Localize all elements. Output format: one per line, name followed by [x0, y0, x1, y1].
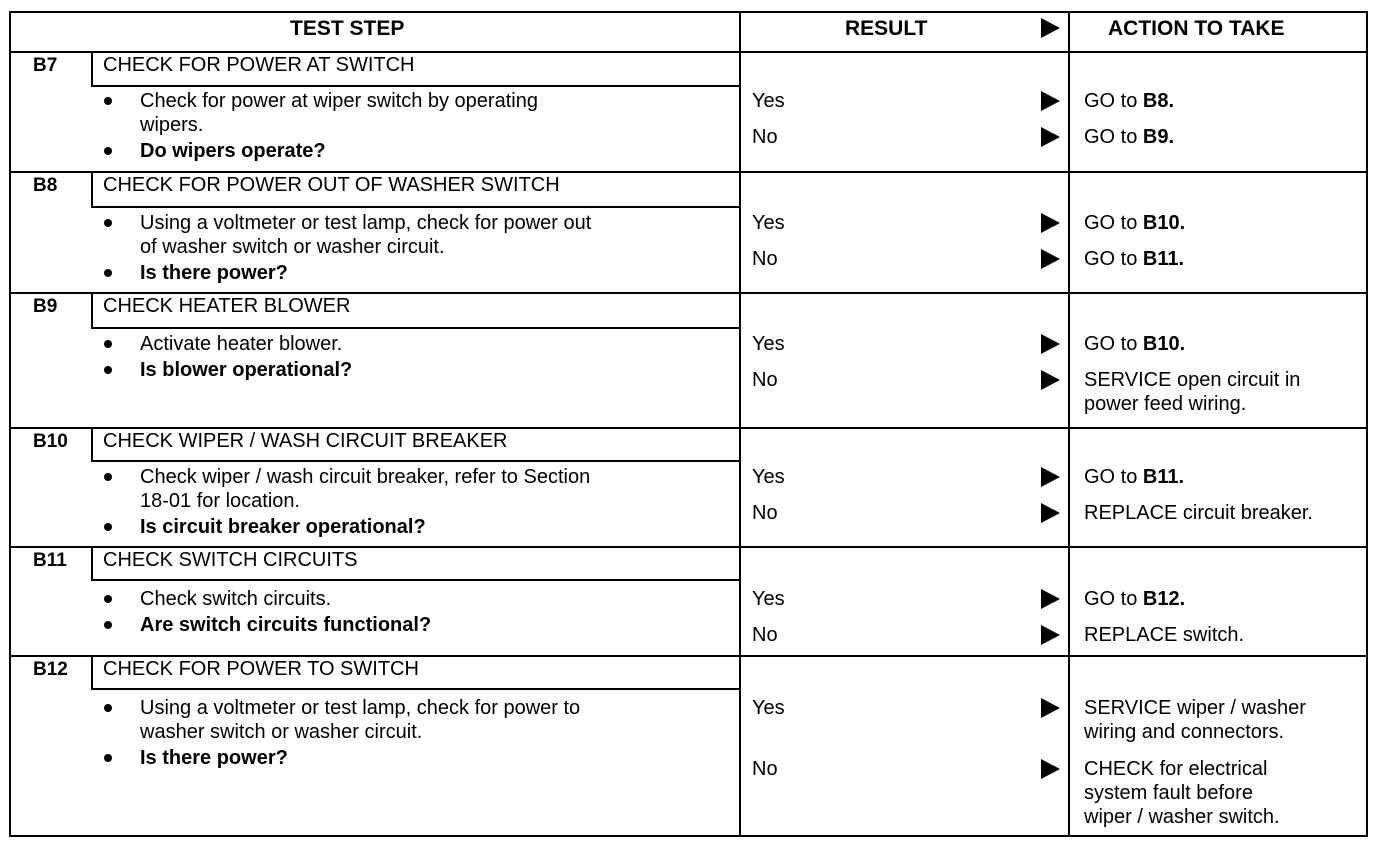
question-text: Are switch circuits functional?: [140, 614, 432, 636]
right-triangle-arrow-icon: [1041, 625, 1060, 645]
step-reference: B9.: [1142, 126, 1175, 148]
step-divider: [9, 546, 1368, 548]
right-triangle-arrow-icon: [1041, 334, 1060, 354]
instruction-text: of washer switch or washer circuit.: [140, 236, 445, 258]
question-text: Is there power?: [140, 747, 288, 769]
bullet-icon: [104, 340, 112, 348]
action-text: [1084, 624, 1244, 647]
right-triangle-arrow-icon: [1041, 698, 1060, 718]
code-column-divider: [91, 427, 93, 460]
header-action-to-take: ACTION TO TAKE: [1108, 17, 1285, 40]
instruction-text: washer switch or washer circuit.: [140, 721, 423, 743]
bullet-icon: [104, 366, 112, 374]
header-result: RESULT: [845, 17, 928, 40]
action-text: [1084, 333, 1185, 356]
table-top-border: [9, 11, 1368, 13]
result-no: No: [752, 369, 778, 391]
right-triangle-arrow-icon: [1041, 467, 1060, 487]
step-title: CHECK FOR POWER TO SWITCH: [103, 658, 419, 680]
bullet-icon: [104, 147, 112, 155]
action-text: [1084, 502, 1313, 525]
action-text: [1084, 248, 1184, 271]
step-reference: B12.: [1142, 588, 1186, 610]
right-triangle-arrow-icon: [1041, 249, 1060, 269]
bullet-icon: [104, 523, 112, 531]
header-divider: [9, 51, 1368, 53]
bullet-icon: [104, 97, 112, 105]
table-bottom-border: [9, 835, 1368, 837]
code-column-divider: [91, 171, 93, 206]
table-right-border: [1366, 11, 1368, 837]
title-divider: [91, 327, 739, 329]
code-column-divider: [91, 655, 93, 688]
question-text: Is circuit breaker operational?: [140, 516, 426, 538]
result-yes: Yes: [752, 697, 785, 719]
step-reference: B10.: [1142, 212, 1186, 234]
right-triangle-arrow-icon: [1041, 18, 1060, 38]
action-verb: GO to: [1084, 212, 1143, 234]
action-text: [1084, 369, 1300, 392]
action-verb: GO to: [1084, 333, 1143, 355]
instruction-text: wipers.: [140, 114, 204, 136]
instruction-text: Check for power at wiper switch by operating: [140, 90, 538, 112]
action-text: [1084, 758, 1267, 781]
action-text-continued: wiper / washer switch.: [1084, 806, 1280, 828]
step-reference: B11.: [1142, 248, 1185, 270]
step-code: B7: [33, 55, 58, 76]
result-yes: Yes: [752, 212, 785, 234]
action-verb: CHECK: [1084, 758, 1155, 780]
action-verb: GO to: [1084, 126, 1143, 148]
title-divider: [91, 206, 739, 208]
step-code: B9: [33, 296, 58, 317]
bullet-icon: [104, 219, 112, 227]
instruction-text: 18-01 for location.: [140, 490, 301, 512]
title-divider: [91, 85, 739, 87]
action-verb: SERVICE: [1084, 369, 1172, 391]
step-reference: B10.: [1142, 333, 1186, 355]
right-triangle-arrow-icon: [1041, 759, 1060, 779]
action-text-continued: power feed wiring.: [1084, 393, 1247, 415]
bullet-icon: [104, 754, 112, 762]
result-no: No: [752, 502, 778, 524]
instruction-text: Check wiper / wash circuit breaker, refer to Section: [140, 466, 591, 488]
result-yes: Yes: [752, 333, 785, 355]
step-divider: [9, 171, 1368, 173]
instruction-text: Activate heater blower.: [140, 333, 343, 355]
title-divider: [91, 579, 739, 581]
bullet-icon: [104, 621, 112, 629]
action-text: [1084, 212, 1185, 235]
action-detail: wiper / washer: [1171, 697, 1306, 719]
step-title: CHECK SWITCH CIRCUITS: [103, 549, 358, 571]
header-test-step: TEST STEP: [290, 17, 405, 40]
instruction-text: Using a voltmeter or test lamp, check for power out: [140, 212, 592, 234]
action-detail: circuit breaker.: [1177, 502, 1313, 524]
result-column-divider: [739, 11, 741, 835]
instruction-text: Check switch circuits.: [140, 588, 332, 610]
result-yes: Yes: [752, 466, 785, 488]
right-triangle-arrow-icon: [1041, 91, 1060, 111]
step-code: B12: [33, 659, 68, 680]
action-column-divider: [1068, 11, 1070, 835]
step-title: CHECK FOR POWER AT SWITCH: [103, 54, 415, 76]
step-divider: [9, 655, 1368, 657]
action-verb: REPLACE: [1084, 624, 1178, 646]
question-text: Is blower operational?: [140, 359, 353, 381]
step-divider: [9, 427, 1368, 429]
table-left-border: [9, 11, 11, 837]
action-text-continued: wiring and connectors.: [1084, 721, 1285, 743]
bullet-icon: [104, 269, 112, 277]
action-text: [1084, 588, 1185, 611]
action-verb: GO to: [1084, 90, 1143, 112]
action-verb: GO to: [1084, 588, 1143, 610]
action-detail: switch.: [1177, 624, 1245, 646]
action-text: [1084, 90, 1174, 113]
step-code: B11: [33, 550, 67, 571]
step-title: CHECK WIPER / WASH CIRCUIT BREAKER: [103, 430, 508, 452]
step-divider: [9, 292, 1368, 294]
code-column-divider: [91, 292, 93, 327]
question-text: Do wipers operate?: [140, 140, 326, 162]
action-detail: open circuit in: [1171, 369, 1301, 391]
result-no: No: [752, 624, 778, 646]
code-column-divider: [91, 51, 93, 85]
step-reference: B11.: [1142, 466, 1185, 488]
action-text: [1084, 466, 1184, 489]
action-verb: GO to: [1084, 248, 1143, 270]
action-verb: SERVICE: [1084, 697, 1172, 719]
result-no: No: [752, 126, 778, 148]
action-verb: REPLACE: [1084, 502, 1178, 524]
code-column-divider: [91, 546, 93, 579]
right-triangle-arrow-icon: [1041, 370, 1060, 390]
instruction-text: Using a voltmeter or test lamp, check for power to: [140, 697, 581, 719]
right-triangle-arrow-icon: [1041, 127, 1060, 147]
result-no: No: [752, 248, 778, 270]
step-code: B8: [33, 175, 58, 196]
action-verb: GO to: [1084, 466, 1143, 488]
bullet-icon: [104, 595, 112, 603]
action-text: [1084, 126, 1174, 149]
result-no: No: [752, 758, 778, 780]
right-triangle-arrow-icon: [1041, 589, 1060, 609]
right-triangle-arrow-icon: [1041, 213, 1060, 233]
title-divider: [91, 460, 739, 462]
right-triangle-arrow-icon: [1041, 503, 1060, 523]
question-text: Is there power?: [140, 262, 288, 284]
action-text: [1084, 697, 1306, 720]
step-title: CHECK FOR POWER OUT OF WASHER SWITCH: [103, 174, 560, 196]
action-detail: for electrical: [1154, 758, 1268, 780]
title-divider: [91, 688, 739, 690]
step-reference: B8.: [1142, 90, 1175, 112]
bullet-icon: [104, 704, 112, 712]
step-title: CHECK HEATER BLOWER: [103, 295, 351, 317]
result-yes: Yes: [752, 90, 785, 112]
action-text-continued: system fault before: [1084, 782, 1253, 804]
step-code: B10: [33, 431, 68, 452]
bullet-icon: [104, 473, 112, 481]
result-yes: Yes: [752, 588, 785, 610]
